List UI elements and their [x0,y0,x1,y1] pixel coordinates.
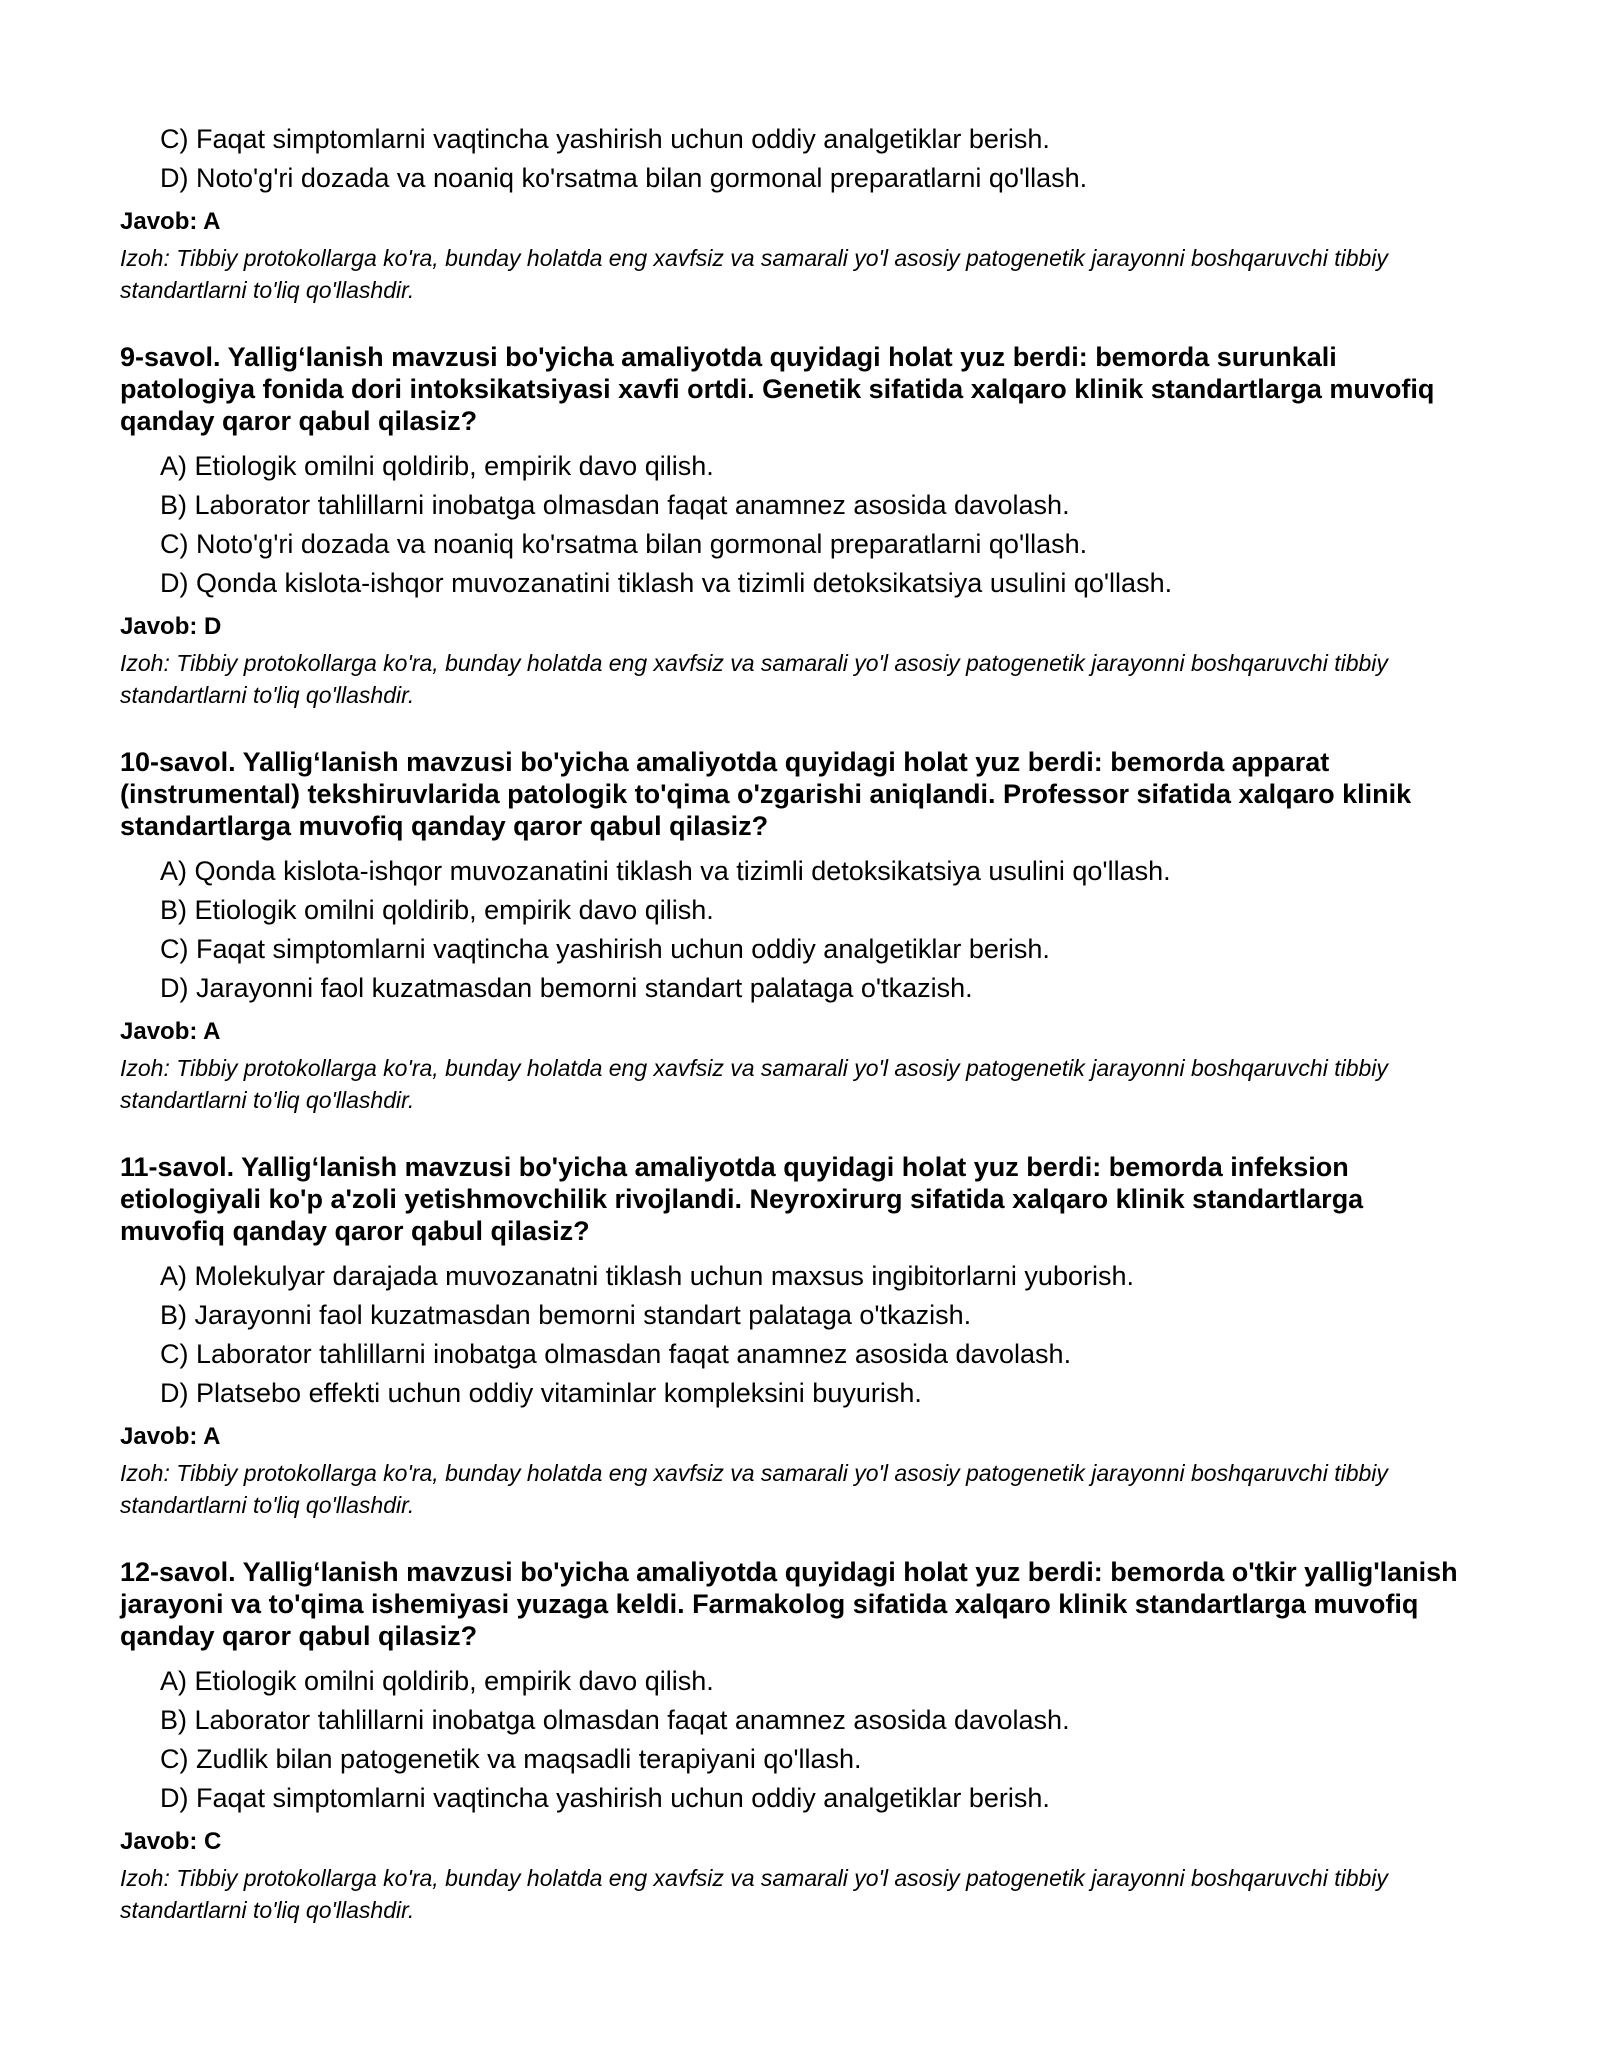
answer-label: Javob: A [120,1423,221,1450]
option-c: C) Zudlik bilan patogenetik va maqsadli terapiyani qo'llash. [160,1744,862,1774]
option-b: B) Jarayonni faol kuzatmasdan bemorni standart palataga o'tkazish. [160,1300,972,1330]
option-c: C) Laborator tahlillarni inobatga olmasdan faqat anamnez asosida davolash. [160,1339,1072,1369]
option-a: A) Molekulyar darajada muvozanatni tiklash uchun maxsus ingibitorlarni yuborish. [160,1261,1134,1291]
option-d: D) Faqat simptomlarni vaqtincha yashirish uchun oddiy analgetiklar berish. [160,1783,1050,1813]
option-d: D) Noto'g'ri dozada va noaniq ko'rsatma bilan gormonal preparatlarni qo'llash. [160,163,1088,193]
explanation-note: Izoh: Tibbiy protokollarga ko'ra, bunday holatda eng xavfsiz va samarali yo'l asosiy patogenetik jarayonni boshqaruvchi tibbiy standartlarni to'liq qo'llashdir. [120,1460,1388,1518]
option-a: A) Etiologik omilni qoldirib, empirik davo qilish. [160,1666,714,1696]
option-b: B) Laborator tahlillarni inobatga olmasdan faqat anamnez asosida davolash. [160,1705,1070,1735]
option-c: C) Noto'g'ri dozada va noaniq ko'rsatma bilan gormonal preparatlarni qo'llash. [160,529,1088,559]
option-c: C) Faqat simptomlarni vaqtincha yashirish uchun oddiy analgetiklar berish. [160,934,1050,964]
option-d: D) Qonda kislota-ishqor muvozanatini tiklash va tizimli detoksikatsiya usulini qo'llash. [160,568,1173,598]
answer-label: Javob: C [120,1828,222,1855]
explanation-note: Izoh: Tibbiy protokollarga ko'ra, bunday holatda eng xavfsiz va samarali yo'l asosiy patogenetik jarayonni boshqaruvchi tibbiy standartlarni to'liq qo'llashdir. [120,1055,1388,1113]
question-12 [120,1556,1460,1926]
question-title: 11-savol. Yallig‘lanish mavzusi bo'yicha amaliyotda quyidagi holat yuz berdi: bemorda infeksion etiologiyali ko'p a'zoli yetishmovchilik rivojlandi. Neyroxirurg sifatida xalqaro klinik standartlarga muvofiq qanday qaror qabul qilasiz? [120,1152,1364,1246]
question-title: 10-savol. Yallig‘lanish mavzusi bo'yicha amaliyotda quyidagi holat yuz berdi: bemorda apparat (instrumental) tekshiruvlarida patologik to'qima o'zgarishi aniqlandi. Professor sifatida xalqaro klinik standartlarga muvofiq qanday qaror qabul qilasiz? [120,747,1412,841]
explanation-note: Izoh: Tibbiy protokollarga ko'ra, bunday holatda eng xavfsiz va samarali yo'l asosiy patogenetik jarayonni boshqaruvchi tibbiy standartlarni to'liq qo'llashdir. [120,245,1388,303]
answer-label: Javob: A [120,208,221,235]
question-10 [120,746,1460,1116]
question-9 [120,341,1460,711]
answer-label: Javob: A [120,1018,221,1045]
option-a: A) Etiologik omilni qoldirib, empirik davo qilish. [160,451,714,481]
question-title: 9-savol. Yallig‘lanish mavzusi bo'yicha amaliyotda quyidagi holat yuz berdi: bemorda surunkali patologiya fonida dori intoksikatsiyasi xavfi ortdi. Genetik sifatida xalqaro klinik standartlarga muvofiq qanday qaror qabul qilasiz? [120,342,1435,436]
question-11 [120,1151,1460,1521]
option-b: B) Laborator tahlillarni inobatga olmasdan faqat anamnez asosida davolash. [160,490,1070,520]
explanation-note: Izoh: Tibbiy protokollarga ko'ra, bunday holatda eng xavfsiz va samarali yo'l asosiy patogenetik jarayonni boshqaruvchi tibbiy standartlarni to'liq qo'llashdir. [120,650,1388,708]
option-d: D) Jarayonni faol kuzatmasdan bemorni standart palataga o'tkazish. [160,973,973,1003]
explanation-note: Izoh: Tibbiy protokollarga ko'ra, bunday holatda eng xavfsiz va samarali yo'l asosiy patogenetik jarayonni boshqaruvchi tibbiy standartlarni to'liq qo'llashdir. [120,1865,1388,1923]
option-d: D) Platsebo effekti uchun oddiy vitaminlar kompleksini buyurish. [160,1378,922,1408]
question-title: 12-savol. Yallig‘lanish mavzusi bo'yicha amaliyotda quyidagi holat yuz berdi: bemorda o'tkir yallig'lanish jarayoni va to'qima ishemiyasi yuzaga keldi. Farmakolog sifatida xalqaro klinik standartlarga muvofiq qanday qaror qabul qilasiz? [120,1557,1458,1651]
option-a: A) Qonda kislota-ishqor muvozanatini tiklash va tizimli detoksikatsiya usulini qo'llash. [160,856,1171,886]
option-b: B) Etiologik omilni qoldirib, empirik davo qilish. [160,895,714,925]
question-8-continuation [120,120,1460,306]
document-page [120,120,1460,1926]
answer-label: Javob: D [120,613,222,640]
option-c: C) Faqat simptomlarni vaqtincha yashirish uchun oddiy analgetiklar berish. [160,124,1050,154]
